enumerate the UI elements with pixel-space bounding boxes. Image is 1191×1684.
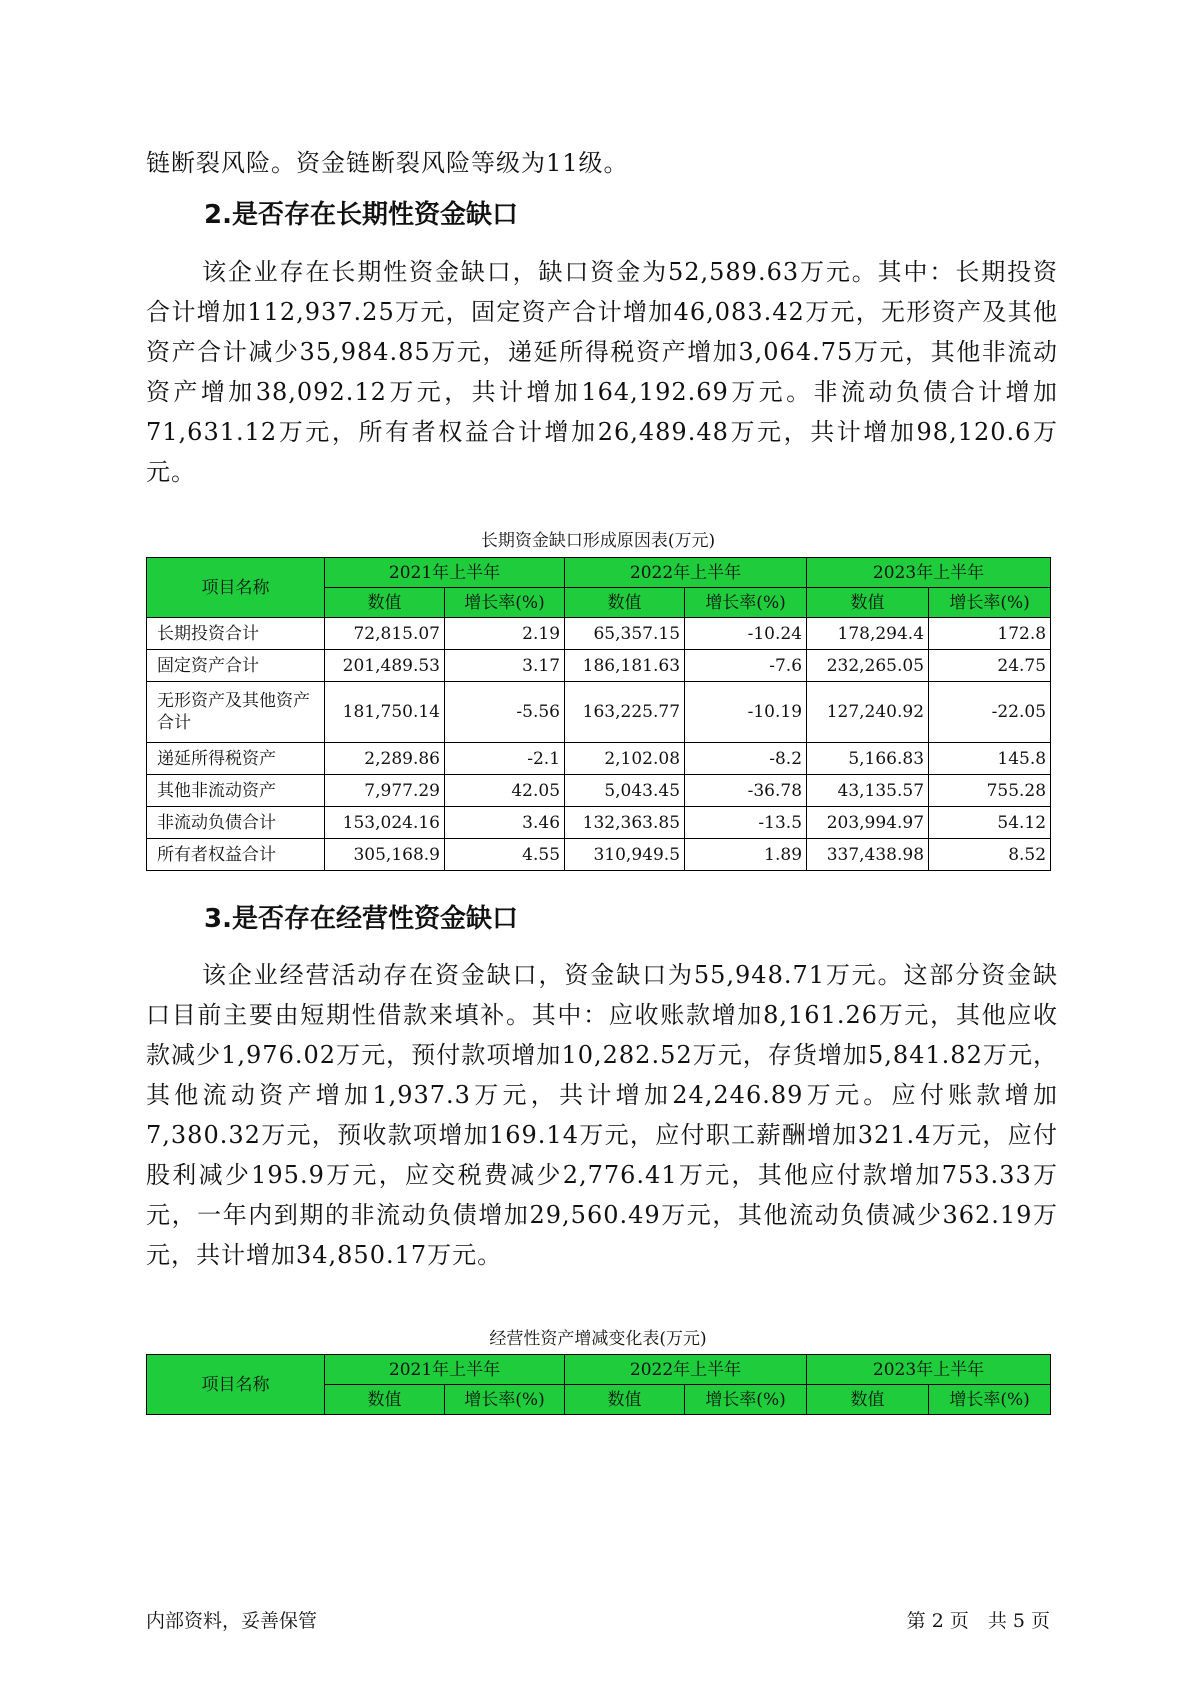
growth-rate-cell: 3.46 <box>445 807 565 839</box>
value-cell: 7,977.29 <box>325 775 445 807</box>
value-cell: 163,225.77 <box>565 682 685 743</box>
value-cell: 72,815.07 <box>325 618 445 650</box>
year-header: 2021年上半年 <box>325 1355 565 1385</box>
intro-tail-text: 链断裂风险。资金链断裂风险等级为11级。 <box>146 149 629 177</box>
growth-rate-cell: -36.78 <box>685 775 807 807</box>
value-cell: 232,265.05 <box>807 650 929 682</box>
growth-rate-cell: -22.05 <box>929 682 1051 743</box>
row-label: 固定资产合计 <box>147 650 325 682</box>
growth-rate-cell: 4.55 <box>445 839 565 871</box>
growth-rate-cell: 3.17 <box>445 650 565 682</box>
long-term-gap-table <box>146 557 1051 871</box>
value-cell: 201,489.53 <box>325 650 445 682</box>
table-row <box>147 618 1051 650</box>
year-header: 2022年上半年 <box>565 558 807 588</box>
row-label: 所有者权益合计 <box>147 839 325 871</box>
row-label: 其他非流动资产 <box>147 775 325 807</box>
growth-rate-cell: 755.28 <box>929 775 1051 807</box>
table-row <box>147 682 1051 743</box>
table-2-caption: 经营性资产增减变化表(万元) <box>489 1329 707 1349</box>
growth-rate-cell: 172.8 <box>929 618 1051 650</box>
table-row <box>147 775 1051 807</box>
row-label: 递延所得税资产 <box>147 743 325 775</box>
value-header: 数值 <box>565 588 685 618</box>
value-cell: 5,166.83 <box>807 743 929 775</box>
growth-rate-cell: -5.56 <box>445 682 565 743</box>
year-header: 2022年上半年 <box>565 1355 807 1385</box>
row-label: 长期投资合计 <box>147 618 325 650</box>
row-label: 非流动负债合计 <box>147 807 325 839</box>
growth-rate-cell: 24.75 <box>929 650 1051 682</box>
value-cell: 43,135.57 <box>807 775 929 807</box>
value-header: 数值 <box>565 1385 685 1415</box>
growth-rate-cell: -10.19 <box>685 682 807 743</box>
growth-rate-cell: 145.8 <box>929 743 1051 775</box>
value-cell: 2,289.86 <box>325 743 445 775</box>
table-row <box>147 839 1051 871</box>
value-cell: 305,168.9 <box>325 839 445 871</box>
item-name-header: 项目名称 <box>147 1355 325 1415</box>
table-row <box>147 807 1051 839</box>
year-header: 2023年上半年 <box>807 1355 1051 1385</box>
growth-rate-cell: -8.2 <box>685 743 807 775</box>
value-cell: 2,102.08 <box>565 743 685 775</box>
value-cell: 310,949.5 <box>565 839 685 871</box>
item-name-header: 项目名称 <box>147 558 325 618</box>
value-cell: 132,363.85 <box>565 807 685 839</box>
growth-rate-cell: 42.05 <box>445 775 565 807</box>
value-cell: 203,994.97 <box>807 807 929 839</box>
value-cell: 337,438.98 <box>807 839 929 871</box>
section-2-paragraph: 该企业存在长期性资金缺口，缺口资金为52,589.63万元。其中：长期投资合计增加112,937.25万元，固定资产合计增加46,083.42万元，无形资产及其他资产合计减少35,984.85万元，递延所得税资产增加3,064.75万元，其他非流动资产增加38,092.12万元，共计增加164,192.69万元。非流动负债合计增加71,631.12万元，所有者权益合计增加26,489.48万元，共计增加98,120.6万元。 <box>146 258 1058 486</box>
growth-rate-cell: 1.89 <box>685 839 807 871</box>
section-3-heading: 3.是否存在经营性资金缺口 <box>204 904 518 934</box>
section-2-heading: 2.是否存在长期性资金缺口 <box>204 200 518 230</box>
growth-rate-header: 增长率(%) <box>685 588 807 618</box>
year-header: 2023年上半年 <box>807 558 1051 588</box>
growth-rate-header: 增长率(%) <box>445 588 565 618</box>
value-header: 数值 <box>325 1385 445 1415</box>
value-header: 数值 <box>807 1385 929 1415</box>
value-cell: 5,043.45 <box>565 775 685 807</box>
value-cell: 153,024.16 <box>325 807 445 839</box>
table-1-header-row <box>147 558 1051 588</box>
section-3-paragraph: 该企业经营活动存在资金缺口，资金缺口为55,948.71万元。这部分资金缺口目前主要由短期性借款来填补。其中：应收账款增加8,161.26万元，其他应收款减少1,976.02万元，预付款项增加10,282.52万元，存货增加5,841.82万元，其他流动资产增加1,937.3万元，共计增加24,246.89万元。应付账款增加7,380.32万元，预收款项增加169.14万元，应付职工薪酬增加321.4万元，应付股利减少195.9万元，应交税费减少2,776.41万元，其他应付款增加753.33万元，一年内到期的非流动负债增加29,560.49万元，其他流动负债减少362.19万元，共计增加34,850.17万元。 <box>146 961 1058 1269</box>
footer-page-number: 第 2 页 共 5 页 <box>906 1610 1050 1632</box>
value-cell: 181,750.14 <box>325 682 445 743</box>
year-header: 2021年上半年 <box>325 558 565 588</box>
value-cell: 127,240.92 <box>807 682 929 743</box>
footer-confidential-note: 内部资料，妥善保管 <box>146 1610 318 1632</box>
table-row <box>147 650 1051 682</box>
growth-rate-header: 增长率(%) <box>929 588 1051 618</box>
operating-asset-change-table <box>146 1354 1051 1415</box>
value-cell: 178,294.4 <box>807 618 929 650</box>
growth-rate-header: 增长率(%) <box>929 1385 1051 1415</box>
value-header: 数值 <box>807 588 929 618</box>
table-row <box>147 743 1051 775</box>
growth-rate-cell: -10.24 <box>685 618 807 650</box>
table-2-header-row <box>147 1355 1051 1385</box>
growth-rate-cell: 2.19 <box>445 618 565 650</box>
growth-rate-header: 增长率(%) <box>445 1385 565 1415</box>
growth-rate-cell: 8.52 <box>929 839 1051 871</box>
growth-rate-cell: -13.5 <box>685 807 807 839</box>
value-cell: 186,181.63 <box>565 650 685 682</box>
growth-rate-cell: 54.12 <box>929 807 1051 839</box>
table-1-caption: 长期资金缺口形成原因表(万元) <box>480 531 716 551</box>
growth-rate-header: 增长率(%) <box>685 1385 807 1415</box>
row-label: 无形资产及其他资产合计 <box>147 682 325 743</box>
value-header: 数值 <box>325 588 445 618</box>
growth-rate-cell: -2.1 <box>445 743 565 775</box>
table-1-body <box>147 618 1051 871</box>
value-cell: 65,357.15 <box>565 618 685 650</box>
growth-rate-cell: -7.6 <box>685 650 807 682</box>
